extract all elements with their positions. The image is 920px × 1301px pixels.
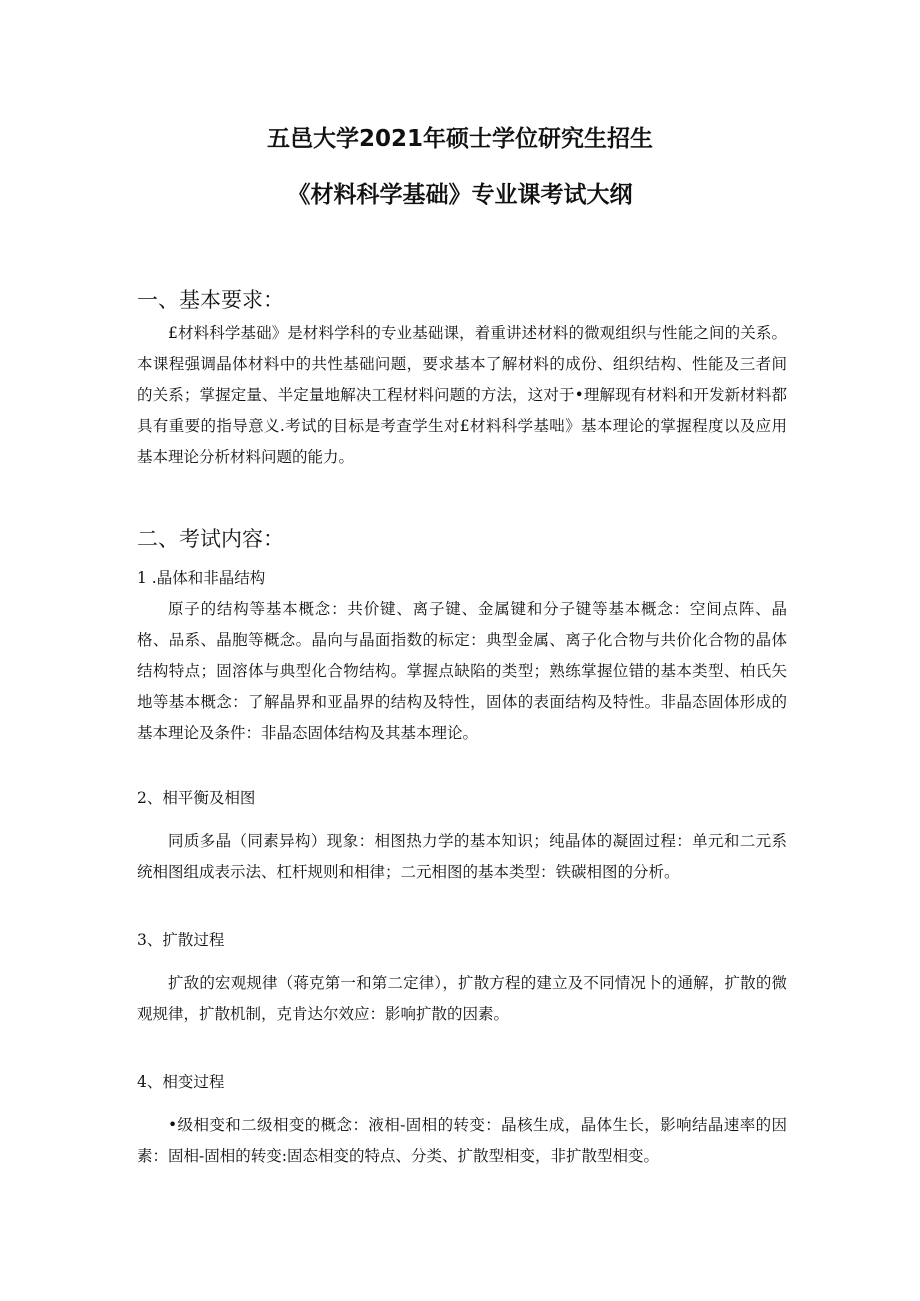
subsection-heading-phase-transformation: 4、相变过程 — [137, 1073, 225, 1091]
subsection-paragraph-phase-transformation: •级相变和二级相变的概念：液相-固相的转变：晶核生成，晶体生长，影响结晶速率的因素：固相-固相的转变:固态相变的特点、分类、扩散型相变，非扩散型相变。 — [137, 1116, 787, 1165]
subsection-paragraph-diffusion: 扩敌的宏观规律（蒋克第一和第二定律），扩散方程的建立及不同情况卜的通解，扩散的微观规律，扩散机制，克肯达尔效应：影响扩散的因素。 — [137, 974, 787, 1023]
document-title-line2: 《材料科学基础》专业课考试大纲 — [287, 182, 633, 208]
subsection-paragraph-phase-equilibrium: 同质多晶（同素异构）现象：相图热力学的基本知识；纯晶体的凝固过程：单元和二元系统相图组成表示法、杠杆规则和相律；二元相图的基本类型：铁碳相图的分析。 — [137, 832, 787, 881]
subsection-heading-crystal-structure: 1 .晶体和非晶结构 — [137, 569, 266, 587]
subsection-heading-diffusion: 3、扩散过程 — [137, 931, 225, 949]
section-paragraph-basic-requirements: £材料科学基础》是材料学科的专业基础课，着重讲述材料的微观组织与性能之间的关系。本课程强调晶体材料中的共性基础问题，要求基本了解材料的成份、组织结构、性能及三者间的关系；掌握定量、半定量地解决工程材料问题的方法，这对于•理解现有材料和开发新材料都具有重要的指导意义.考试的目标是考查学生对£材料科学基咄》基本理论的掌握程度以及应用基本理论分析材料问题的能力。 — [137, 324, 787, 466]
document-title-line1: 五邑大学2021年硕士学位研究生招生 — [266, 126, 653, 152]
section-heading-basic-requirements: 一、基本要求： — [137, 288, 284, 312]
subsection-heading-phase-equilibrium: 2、相平衡及相图 — [137, 789, 256, 807]
section-heading-exam-content: 二、考试内容： — [137, 527, 284, 551]
subsection-paragraph-crystal-structure: 原子的结构等基本概念：共价键、离子键、金属键和分子键等基本概念：空间点阵、晶格、品系、晶胞等概念。晶向与晶面指数的标定：典型金属、离子化合物与共价化合物的晶体结构特点；固溶体与典型化合物结构。掌握点缺陷的类型；熟练掌握位错的基本类型、柏氏矢地等基本概念：了解晶界和亚晶界的结构及特性，固体的表面结构及特性。非晶态固体形成的基本理论及条件：非晶态固体结构及其基本理论。 — [137, 600, 787, 742]
